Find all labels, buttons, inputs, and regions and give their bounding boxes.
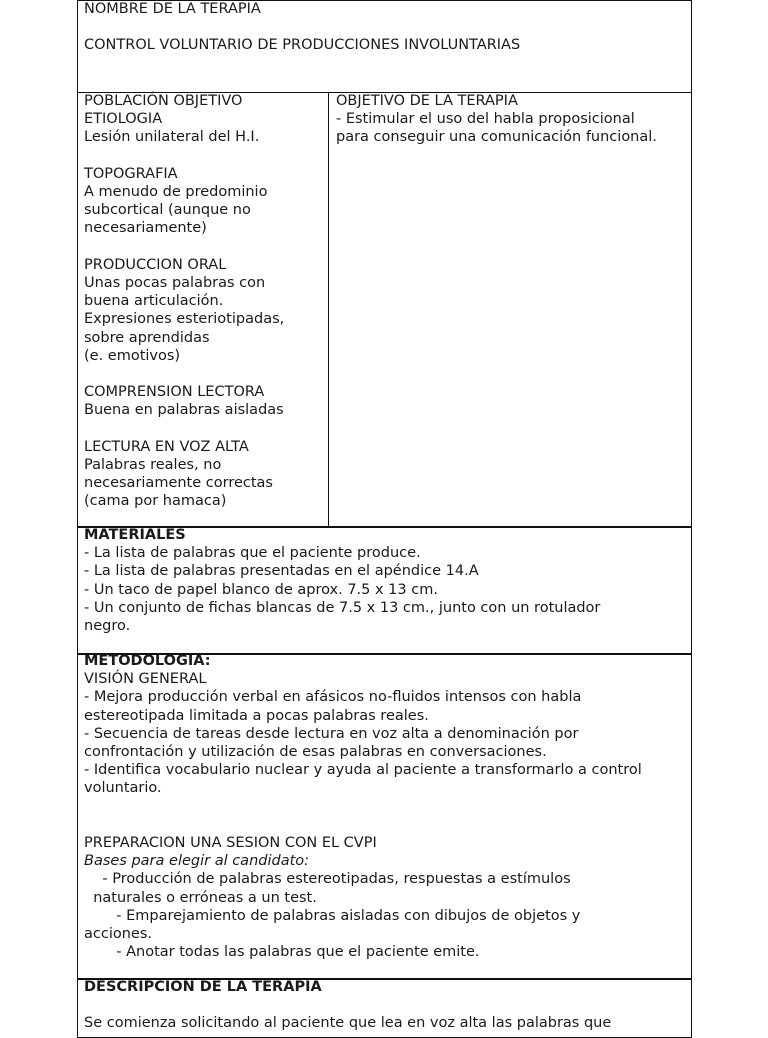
materials-cell xyxy=(78,526,690,635)
bases-line: naturales o erróneas a un test. xyxy=(84,889,317,906)
etiologia-value: Lesión unilateral del H.I. xyxy=(84,129,260,146)
etiologia-label: ETIOLOGIA xyxy=(84,111,163,128)
description-heading: DESCRIPCION DE LA TERAPIA xyxy=(84,979,322,995)
comprension-value: Buena en palabras aisladas xyxy=(84,402,284,419)
description-cell xyxy=(78,978,690,1033)
topografia-label: TOPOGRAFIA xyxy=(84,165,178,182)
materials-item: negro. xyxy=(84,618,131,635)
topografia-line: subcortical (aunque no xyxy=(84,202,251,219)
materials-heading: MATERIALES xyxy=(84,527,186,543)
objective-line: - Estimular el uso del habla proposicional xyxy=(336,111,635,128)
materials-item: - La lista de palabras que el paciente produce. xyxy=(84,545,421,562)
bases-line: - Anotar todas las palabras que el paciente emite. xyxy=(84,944,480,961)
therapy-name-heading: NOMBRE DE LA TERAPIA xyxy=(84,1,261,17)
materials-item: - La lista de palabras presentadas en el apéndice 14.A xyxy=(84,563,479,580)
objective-heading: OBJETIVO DE LA TERAPIA xyxy=(336,93,518,109)
lectura-line: Palabras reales, no xyxy=(84,457,222,473)
lectura-line: necesariamente correctas xyxy=(84,475,273,492)
vision-line: - Mejora producción verbal en afásicos no-fluidos intensos con habla xyxy=(84,689,582,706)
materials-item: - Un taco de papel blanco de aprox. 7.5 x 13 cm. xyxy=(84,581,438,598)
population-cell xyxy=(78,92,328,511)
description-first-line: Se comienza solicitando al paciente que lea en voz alta las palabras que xyxy=(84,1015,612,1032)
materials-item: - Un conjunto de fichas blancas de 7.5 x 13 cm., junto con un rotulador xyxy=(84,599,601,616)
comprension-label: COMPRENSION LECTORA xyxy=(84,384,265,401)
produccion-label: PRODUCCION ORAL xyxy=(84,256,227,273)
bases-line: - Emparejamiento de palabras aisladas con dibujos de objetos y xyxy=(84,907,581,924)
therapy-name-value: CONTROL VOLUNTARIO DE PRODUCCIONES INVOLUNTARIAS xyxy=(84,37,521,54)
lectura-line: (cama por hamaca) xyxy=(84,493,227,510)
bases-line: - Producción de palabras estereotipadas, respuestas a estímulos xyxy=(84,871,571,888)
methodology-cell xyxy=(78,652,690,961)
population-heading: POBLACIÓN OBJETIVO xyxy=(84,93,243,109)
lectura-label: LECTURA EN VOZ ALTA xyxy=(84,438,249,455)
bases-label: Bases para elegir al candidato: xyxy=(84,853,310,870)
vision-line: estereotipada limitada a pocas palabras reales. xyxy=(84,707,429,724)
vision-line: confrontación y utilización de esas palabras en conversaciones. xyxy=(84,744,547,761)
produccion-line: (e. emotivos) xyxy=(84,347,181,364)
topografia-line: necesariamente) xyxy=(84,220,207,237)
topografia-line: A menudo de predominio xyxy=(84,184,268,200)
therapy-name-cell xyxy=(78,0,690,55)
column-divider xyxy=(328,92,329,527)
produccion-line: buena articulación. xyxy=(84,293,224,310)
bases-line: acciones. xyxy=(84,926,153,943)
preparation-label: PREPARACION UNA SESION CON EL CVPI xyxy=(84,835,377,851)
vision-line: - Secuencia de tareas desde lectura en voz alta a denominación por xyxy=(84,725,579,742)
produccion-line: Unas pocas palabras con xyxy=(84,275,266,291)
vision-line: voluntario. xyxy=(84,780,162,797)
objective-line: para conseguir una comunicación funcional. xyxy=(336,129,657,146)
produccion-line: sobre aprendidas xyxy=(84,329,210,346)
methodology-heading: METODOLOGIA: xyxy=(84,653,211,669)
objective-cell xyxy=(330,92,690,147)
vision-label: VISIÓN GENERAL xyxy=(84,671,207,688)
vision-line: - Identifica vocabulario nuclear y ayuda al paciente a transformarlo a control xyxy=(84,762,642,779)
produccion-line: Expresiones esteriotipadas, xyxy=(84,311,285,328)
